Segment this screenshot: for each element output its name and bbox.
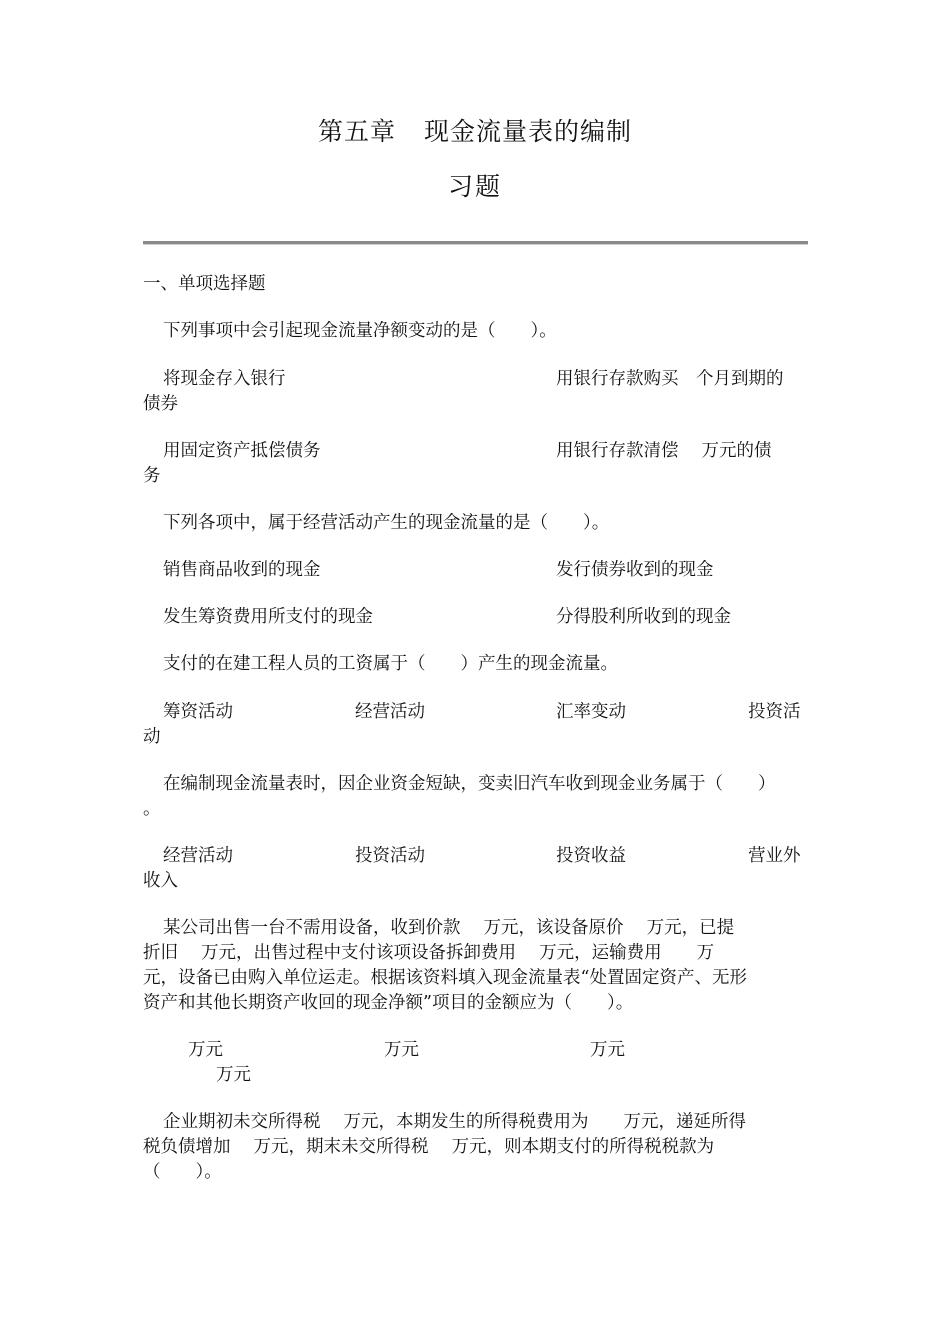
question-1-option-c: 用固定资产抵偿债务 (163, 441, 321, 461)
question-4-stem: 在编制现金流量表时，因企业资金短缺，变卖旧汽车收到现金业务属于（ ） (163, 774, 776, 794)
question-4-stem-wrap: 。 (143, 799, 161, 819)
question-6-line-2: 税负债增加 万元，期末未交所得税 万元，则本期支付的所得税税款为 (143, 1137, 715, 1157)
question-3-option-c: 汇率变动 (556, 702, 626, 722)
question-3-option-b: 经营活动 (355, 702, 425, 722)
question-1-option-b: 用银行存款购买 个月到期的 (556, 369, 784, 389)
question-2-stem: 下列各项中，属于经营活动产生的现金流量的是（ ）。 (163, 513, 610, 533)
question-4-option-a: 经营活动 (163, 846, 233, 866)
question-2-option-d: 分得股利所收到的现金 (556, 607, 731, 627)
question-2-option-b: 发行债券收到的现金 (556, 560, 714, 580)
question-5-line-3: 元，设备已由购入单位运走。根据该资料填入现金流量表“处置固定资产、无形 (143, 968, 747, 988)
question-1-stem: 下列事项中会引起现金流量净额变动的是（ ）。 (163, 321, 557, 341)
question-4-option-d-wrap: 收入 (143, 871, 178, 891)
question-2-option-c: 发生筹资费用所支付的现金 (163, 607, 373, 627)
question-1-option-b-wrap: 债券 (143, 394, 178, 414)
question-3-option-d-wrap: 动 (143, 727, 161, 747)
chapter-number: 第五章 (317, 117, 396, 146)
question-1-option-a: 将现金存入银行 (163, 369, 286, 389)
question-5-line-2: 折旧 万元，出售过程中支付该项设备拆卸费用 万元，运输费用 万 (143, 943, 715, 963)
title-divider (143, 241, 808, 245)
question-5-option-c: 万元 (590, 1040, 625, 1060)
question-3-option-d: 投资活 (748, 702, 801, 722)
question-4-option-b: 投资活动 (355, 846, 425, 866)
page-subtitle: 习题 (447, 172, 502, 201)
question-5-line-4: 资产和其他长期资产收回的现金净额”项目的金额应为（ ）。 (143, 993, 634, 1013)
section-heading: 一、单项选择题 (143, 274, 266, 294)
question-5-option-d: 万元 (216, 1065, 251, 1085)
question-2-option-a: 销售商品收到的现金 (163, 560, 321, 580)
question-1-option-d: 用银行存款清偿 万元的债 (556, 441, 772, 461)
chapter-title: 现金流量表的编制 (424, 117, 633, 146)
question-4-option-c: 投资收益 (556, 846, 626, 866)
question-3-stem: 支付的在建工程人员的工资属于（ ）产生的现金流量。 (163, 654, 618, 674)
question-4-option-d: 营业外 (748, 846, 801, 866)
page-title (0, 112, 950, 148)
question-5-option-b: 万元 (384, 1040, 419, 1060)
question-6-line-3: （ ）。 (143, 1162, 222, 1182)
question-6-line-1: 企业期初未交所得税 万元，本期发生的所得税费用为 万元，递延所得 (163, 1112, 747, 1132)
question-5-line-1: 某公司出售一台不需用设备，收到价款 万元，该设备原价 万元，已提 (163, 918, 735, 938)
question-3-option-a: 筹资活动 (163, 702, 233, 722)
question-1-option-d-wrap: 务 (143, 466, 161, 486)
question-5-option-a: 万元 (188, 1040, 223, 1060)
